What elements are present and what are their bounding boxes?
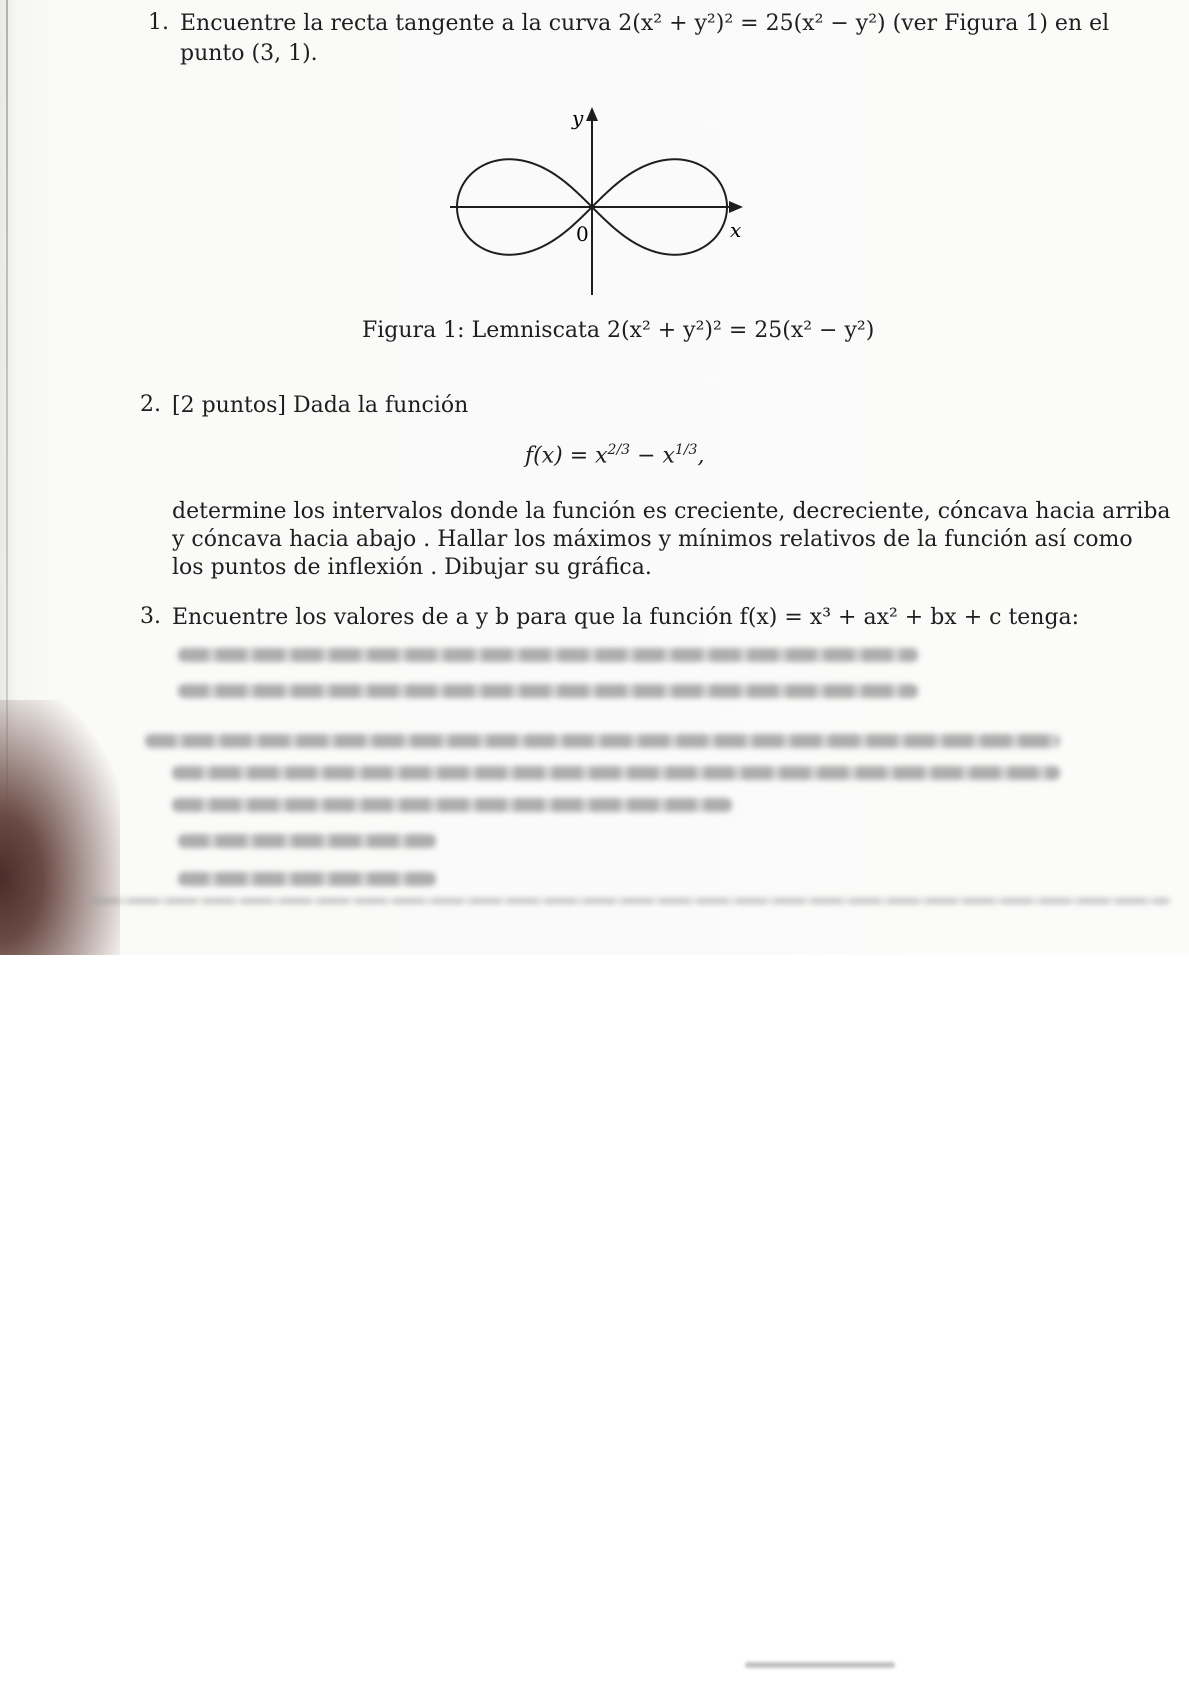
formula-end: , [697, 443, 705, 469]
formula-main: f(x) = x [525, 443, 608, 469]
finger-shadow [0, 700, 120, 955]
problem-3-number: 3. [140, 604, 161, 629]
problem-2-intro: [2 puntos] Dada la función [172, 393, 469, 418]
problem-1-number: 1. [148, 10, 169, 35]
lemniscate-figure [440, 95, 760, 305]
bottom-smudge [745, 1662, 895, 1668]
formula-exp-2: 1/3 [674, 442, 698, 458]
formula-exp-1: 2/3 [607, 442, 631, 458]
formula-minus: − x [630, 443, 675, 469]
blurred-line [90, 898, 1170, 904]
blurred-line [172, 798, 732, 812]
problem-2-line-2: y cóncava hacia abajo . Hallar los máximos y mínimos relativos de la función así como [172, 527, 1133, 552]
blurred-line [178, 648, 918, 662]
problem-1-line-1: Encuentre la recta tangente a la curva 2(x² + y²)² = 25(x² − y²) (ver Figura 1) en el [180, 11, 1110, 36]
problem-2-number: 2. [140, 392, 161, 417]
blurred-line [178, 872, 436, 886]
problem-3-line-1: Encuentre los valores de a y b para que la función f(x) = x³ + ax² + bx + c tenga: [172, 605, 1080, 630]
x-axis-arrow [729, 201, 743, 213]
problem-2-line-1: determine los intervalos donde la función es creciente, decreciente, cóncava hacia arriba [172, 499, 1171, 524]
y-axis-label: y [572, 106, 584, 130]
blurred-line [145, 734, 1060, 748]
problem-1-line-2: punto (3, 1). [180, 41, 318, 66]
blurred-line [172, 766, 1060, 780]
blurred-line [178, 834, 436, 848]
figure-caption: Figura 1: Lemniscata 2(x² + y²)² = 25(x² − y²) [362, 318, 875, 343]
y-axis-arrow [586, 107, 598, 121]
problem-2-line-3: los puntos de inflexión . Dibujar su gráfica. [172, 555, 652, 580]
problem-2-formula [525, 442, 704, 468]
x-axis-label: x [730, 218, 742, 242]
origin-label: 0 [576, 222, 589, 246]
blurred-line [178, 684, 918, 698]
